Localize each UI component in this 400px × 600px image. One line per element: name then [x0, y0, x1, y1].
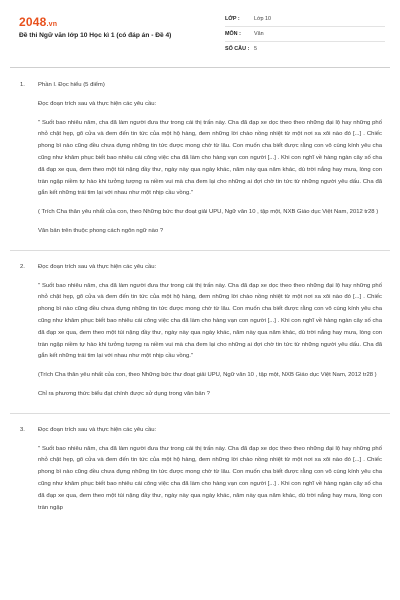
question-item [20, 80, 382, 238]
header-divider [10, 67, 390, 68]
question-prompt: Văn bản trên thuộc phong cách ngôn ngữ nào ? [38, 227, 164, 234]
question-instruction: Đọc đoạn trích sau và thực hiện các yêu cầu: [38, 263, 157, 270]
meta-value: Văn [254, 31, 264, 37]
question-number: 1. [20, 82, 25, 88]
meta-value: 5 [254, 46, 257, 52]
passage-source: ( Trích Cha thân yêu nhất của con, theo Những bức thư đoạt giải UPU, Ngữ văn 10 , tập một, NXB Giáo dục Việt Nam, 2012 tr28 ) [38, 209, 379, 216]
header [0, 0, 400, 65]
meta-row-subject [225, 27, 385, 42]
meta-key: LỚP : [225, 16, 240, 22]
question-item [20, 262, 382, 401]
question-list [20, 80, 382, 521]
exam-title: Đề thi Ngữ văn lớp 10 Học kì 1 (có đáp án - Đề 4) [19, 32, 172, 39]
site-logo[interactable] [19, 15, 57, 29]
question-item [20, 425, 382, 515]
meta-key: MÔN : [225, 31, 241, 37]
meta-value: Lớp 10 [254, 16, 272, 22]
question-divider [10, 250, 390, 251]
question-prompt: Chỉ ra phương thức biểu đạt chính được sử dụng trong văn bản ? [38, 390, 210, 397]
question-passage: " Suốt bao nhiêu năm, cha đã làm người đưa thư trong cái thị trấn này. Cha đã đạp xe dọc theo theo những đại lộ hay những phố nhỏ chật hẹp, gõ cửa và đem đến tin tức của một hộ hàng, đem những lời chào nồng nhiệt từ một nơi xa xôi nào đó [...] . Chiếc phong bì nào cũng đều chưa đựng những tin tức được mong chờ từ lâu. Con muốn cha biết được rằng con vô cùng kính yêu cha cũng như khâm phục biết bao nhiêu cái công việc cha đã làm cho hàng vạn con người [...] . Khi con nghĩ về hàng ngàn cây số cha đã đạp xe qua, đem theo một túi nặng đầy thư, ngày này qua ngày khác, năm này qua năm khác, dù trời nắng hay mưa, lòng con tràn ngập [38, 445, 382, 511]
question-number: 3. [20, 426, 25, 433]
meta-row-count [225, 42, 385, 56]
meta-row-class [225, 12, 385, 27]
question-passage: " Suốt bao nhiêu năm, cha đã làm người đưa thư trong cái thị trấn này. Cha đã đạp xe dọc theo theo những đại lộ hay những phố nhỏ chật hẹp, gõ cửa và đem đến tin tức của một hộ hàng, đem những lời chào nồng nhiệt từ một nơi xa xôi nào đó [...] . Chiếc phong bì nào cũng đều chưa đựng những tin tức được mong chờ từ lâu. Con muốn cha biết được rằng con vô cùng kính yêu cha cũng như khâm phục biết bao nhiêu cái công việc cha đã làm cho hàng vạn con người [...] . Khi con nghĩ về hàng ngàn cây số cha đã đạp xe qua, đem theo một túi nặng đầy thư, ngày này qua ngày khác, năm này qua năm khác, dù trời nắng hay mưa, lòng con tràn ngập niềm tự hào khi tưởng tượng ra niềm vui mà cha đem lại cho những ai đợi chờ tin tức từ những người yêu dấu. Cha đã gắn kết những trái tim lại với nhau như một nhịp cầu vồng." [38, 119, 382, 197]
question-divider [10, 413, 390, 414]
logo-main: 2048 [19, 15, 47, 29]
exam-meta [225, 12, 385, 56]
question-passage: " Suốt bao nhiêu năm, cha đã làm người đưa thư trong cái thị trấn này. Cha đã đạp xe dọc theo theo những đại lộ hay những phố nhỏ chật hẹp, gõ cửa và đem đến tin tức của một hộ hàng, đem những lời chào nồng nhiệt từ một nơi xa xôi nào đó [...] . Chiếc phong bì nào cũng đều chưa đựng những tin tức được mong chờ từ lâu. Con muốn cha biết được rằng con vô cùng kính yêu cha cũng như khâm phục biết bao nhiêu cái công việc cha đã làm cho hàng vạn con người [...] . Khi con nghĩ về hàng ngàn cây số cha đã đạp xe qua, đem theo một túi nặng đầy thư, ngày này qua ngày khác, năm này qua năm khác, dù trời nắng hay mưa, lòng con tràn ngập niềm tự hào khi tưởng tượng ra niềm vui mà cha đem lại cho những ai đợi chờ tin tức từ những người yêu dấu. Cha đã gắn kết những trái tim lại với nhau như một nhịp cầu vồng." [38, 282, 382, 360]
meta-key: SỐ CÂU : [225, 46, 250, 52]
logo-suffix: .vn [46, 21, 58, 28]
section-heading: Phần I. Đọc hiểu (5 điểm) [38, 82, 105, 88]
question-number: 2. [20, 263, 25, 270]
passage-source: (Trích Cha thân yêu nhất của con, theo Những bức thư đoạt giải UPU, Ngữ văn 10 , tập một, NXB Giáo dục Việt Nam, 2012 tr28 ) [38, 372, 377, 379]
question-instruction: Đọc đoạn trích sau và thực hiện các yêu cầu: [38, 100, 157, 107]
question-instruction: Đọc đoạn trích sau và thực hiện các yêu cầu: [38, 426, 157, 433]
